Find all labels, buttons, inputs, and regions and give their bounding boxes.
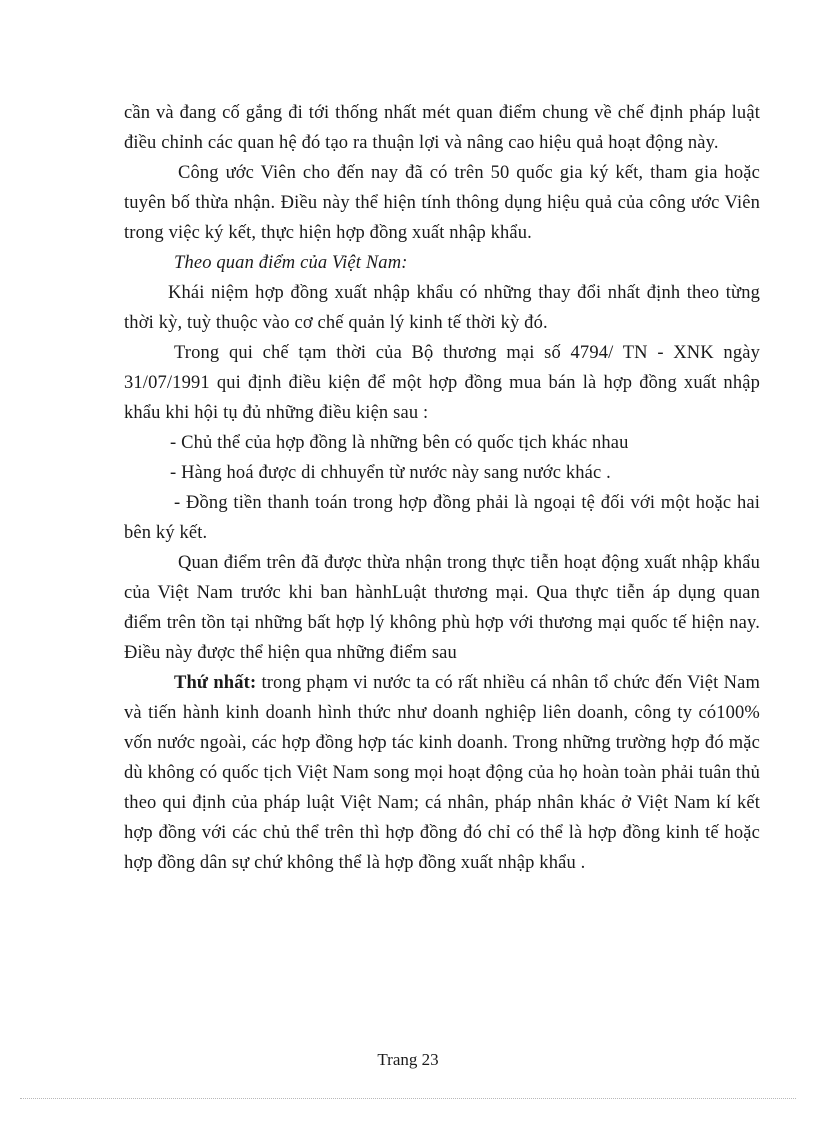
bullet-item-3: - Đồng tiền thanh toán trong hợp đồng phải là ngoại tệ đối với một hoặc hai bên ký kết. <box>124 493 760 543</box>
paragraph-5: Quan điểm trên đã được thừa nhận trong thực tiễn hoạt động xuất nhập khẩu của Việt Nam trước khi ban hànhLuật thương mại. Qua thực tiễn áp dụng quan điểm trên tồn tại những bất hợp lý không phù hợp với thương mại quốc tế hiện nay. Điều này được thể hiện qua những điểm sau <box>124 553 760 663</box>
paragraph-4: Trong qui chế tạm thời của Bộ thương mại số 4794/ TN - XNK ngày 31/07/1991 qui định điều kiện để một hợp đồng mua bán là hợp đồng xuất nhập khẩu khi hội tụ đủ những điều kiện sau : <box>124 343 760 423</box>
footer-divider <box>20 1098 796 1099</box>
bullet-item-2: - Hàng hoá được di chhuyển từ nước này sang nước khác . <box>170 463 611 483</box>
paragraph-2: Công ước Viên cho đến nay đã có trên 50 quốc gia ký kết, tham gia hoặc tuyên bố thừa nhận. Điều này thể hiện tính thông dụng hiệu quả của công ước Viên trong việc ký kết, thực hiện hợp đồng xuất nhập khẩu. <box>124 163 760 243</box>
paragraph-1: cần và đang cố gắng đi tới thống nhất mét quan điểm chung về chế định pháp luật điều chỉnh các quan hệ đó tạo ra thuận lợi và nâng cao hiệu quả hoạt động này. <box>124 103 760 153</box>
paragraph-6-text: trong phạm vi nước ta có rất nhiều cá nhân tổ chức đến Việt Nam và tiến hành kinh doanh hình thức như doanh nghiệp liên doanh, công ty có100% vốn nước ngoài, các hợp đồng hợp tác kinh doanh. Trong những trường hợp đó mặc dù không có quốc tịch Việt Nam song mọi hoạt động của họ hoàn toàn phải tuân thủ theo qui định của pháp luật Việt Nam; cá nhân, pháp nhân khác ở Việt Nam kí kết hợp đồng với các chủ thể trên thì hợp đồng đó chỉ có thể là hợp đồng kinh tế hoặc hợp đồng dân sự chứ không thể là hợp đồng xuất nhập khẩu . <box>124 673 761 873</box>
page-number: Trang 23 <box>377 1050 439 1069</box>
section-heading: Theo quan điểm của Việt Nam: <box>174 253 408 273</box>
body-text <box>124 98 760 878</box>
bullet-item-1: - Chủ thể của hợp đồng là những bên có quốc tịch khác nhau <box>170 433 629 453</box>
paragraph-3: Khái niệm hợp đồng xuất nhập khẩu có những thay đổi nhất định theo từng thời kỳ, tuỳ thuộc vào cơ chế quản lý kinh tế thời kỳ đó. <box>124 283 760 333</box>
paragraph-6-label: Thứ nhất: <box>174 673 257 693</box>
paragraph-6 <box>124 668 760 878</box>
